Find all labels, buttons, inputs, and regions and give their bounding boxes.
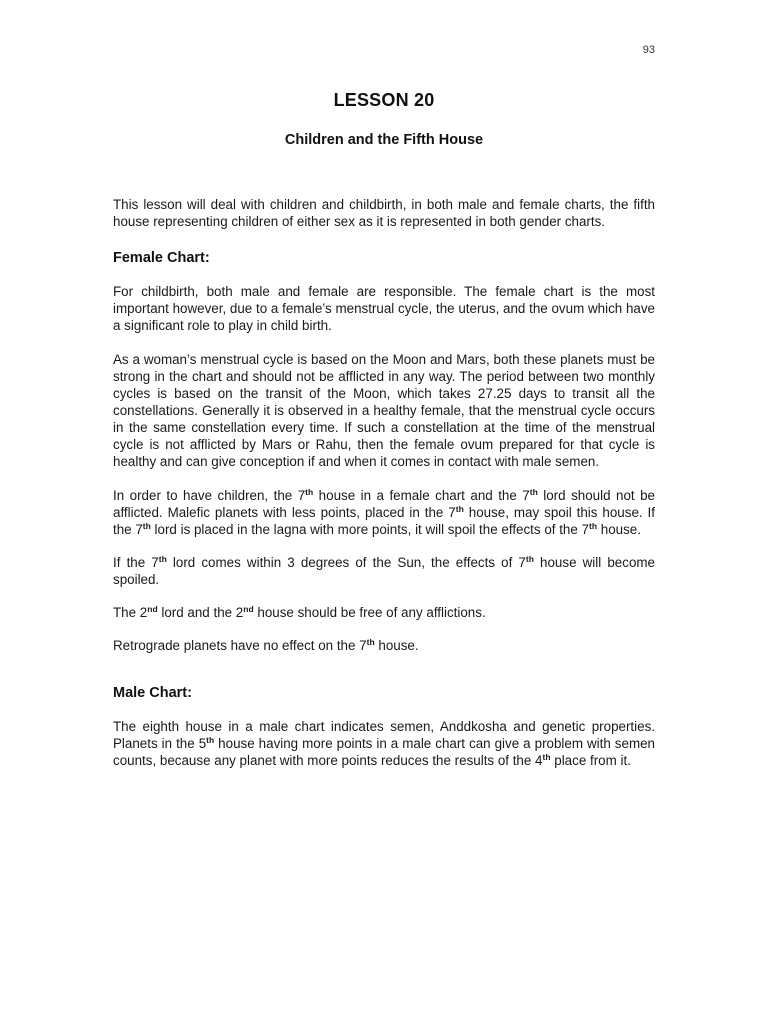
- text-run: place from it.: [550, 753, 631, 768]
- ordinal-suffix: th: [542, 752, 551, 762]
- text-run: The 2: [113, 605, 148, 620]
- text-run: Retrograde planets have no effect on the 7: [113, 638, 367, 653]
- ordinal-suffix: th: [589, 521, 598, 531]
- lesson-body: [113, 196, 655, 769]
- male-chart-heading: Male Chart:: [113, 685, 192, 701]
- text-run: In order to have children, the 7: [113, 488, 306, 503]
- lesson-subtitle: Children and the Fifth House: [284, 132, 484, 148]
- female-chart-heading: Female Chart:: [113, 250, 210, 266]
- intro-paragraph: This lesson will deal with children and childbirth, in both male and female charts, the fifth house representing children of either sex as it is represented in both gender charts.: [113, 197, 655, 229]
- ordinal-suffix: th: [455, 504, 464, 514]
- text-run: house should be free of any afflictions.: [253, 605, 486, 620]
- ordinal-suffix: th: [158, 554, 167, 564]
- female-chart-paragraph-2: As a woman’s menstrual cycle is based on the Moon and Mars, both these planets must be strong in the chart and should not be afflicted in any way. The period between two monthly cycles is based on the transit of the Moon, which takes 27.25 days to transit all the constellations. Generally it is observed in a healthy female, that the menstrual cycle occurs in the same constellation every time. If such a constellation at the time of the menstrual cycle is not afflicted by Mars or Rahu, then the female ovum prepared for that cycle is healthy and can give conception if and when it comes in contact with male semen.: [113, 352, 655, 469]
- ordinal-suffix: nd: [243, 604, 254, 614]
- ordinal-suffix: th: [366, 637, 375, 647]
- text-run: house.: [597, 522, 641, 537]
- page-number: 93: [642, 44, 655, 56]
- text-run: house, may spoil this house. If the 7: [113, 505, 655, 537]
- female-chart-paragraph-4: [113, 554, 655, 588]
- ordinal-suffix: th: [525, 554, 534, 564]
- female-chart-paragraph-6: [113, 637, 655, 654]
- female-chart-paragraph-3: [113, 487, 655, 538]
- text-run: house having more points in a male chart can give a problem with semen counts, because any planet with more points reduces the results of the 4: [113, 736, 656, 768]
- ordinal-suffix: th: [206, 735, 215, 745]
- ordinal-suffix: th: [305, 487, 314, 497]
- text-run: house in a female chart and the 7: [313, 488, 530, 503]
- text-run: lord comes within 3 degrees of the Sun, the effects of 7: [166, 555, 526, 570]
- text-run: house.: [374, 638, 419, 653]
- text-run: house will become spoiled.: [113, 555, 655, 587]
- female-chart-paragraph-5: [113, 604, 655, 621]
- text-run: lord is placed in the lagna with more points, it will spoil the effects of the 7: [150, 522, 589, 537]
- female-chart-paragraph-1: For childbirth, both male and female are responsible. The female chart is the most important however, due to a female’s menstrual cycle, the uterus, and the ovum which have a significant role to play in child birth.: [113, 284, 655, 333]
- lesson-title: LESSON 20: [333, 90, 435, 110]
- ordinal-suffix: th: [142, 521, 151, 531]
- male-chart-paragraph-1: [113, 718, 655, 769]
- text-run: lord should not be afflicted. Malefic planets with less points, placed in the 7: [113, 488, 655, 520]
- text-run: lord and the 2: [157, 605, 244, 620]
- ordinal-suffix: nd: [147, 604, 158, 614]
- text-run: If the 7: [113, 555, 159, 570]
- text-run: The eighth house in a male chart indicates semen, Anddkosha and genetic properties. Planets in the 5: [113, 719, 655, 751]
- ordinal-suffix: th: [529, 487, 538, 497]
